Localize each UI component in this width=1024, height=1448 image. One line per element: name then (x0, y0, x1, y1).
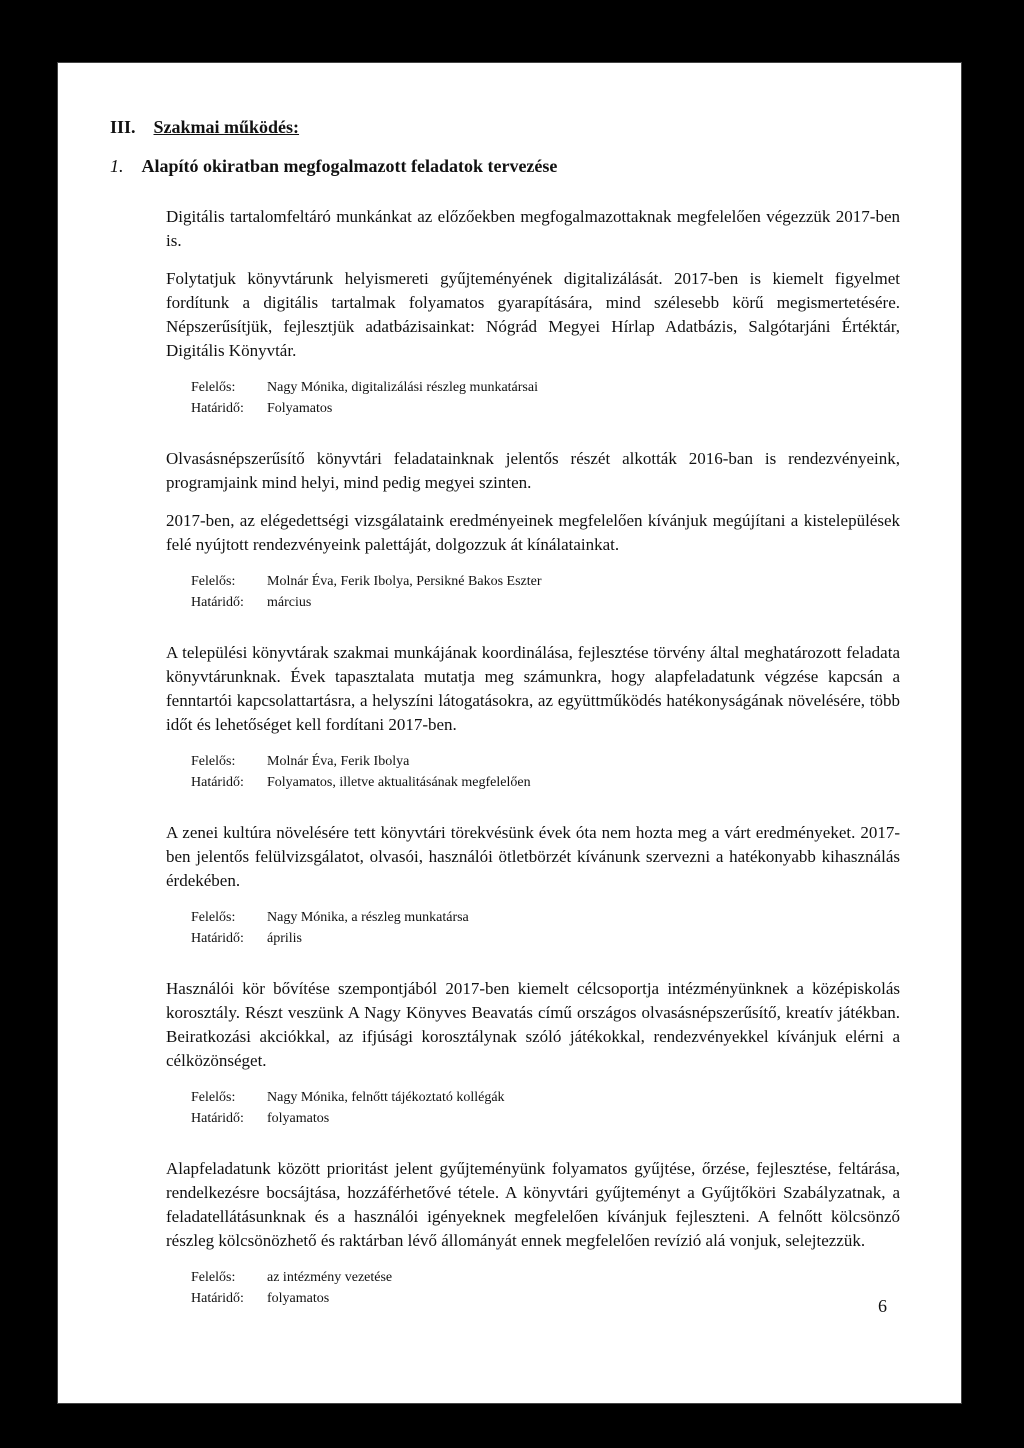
paragraph: Olvasásnépszerűsítő könyvtári feladatainknak jelentős részét alkották 2016-ban is rendezvényeink, programjaink mind helyi, mind pedig megyei szinten. (166, 449, 900, 492)
paragraph: Digitális tartalomfeltáró munkánkat az előzőekben megfogalmazottaknak megfelelően végezzük 2017-ben is. (166, 207, 900, 250)
felelos-label: Felelős: (191, 574, 236, 589)
felelos-value: az intézmény vezetése (267, 1270, 393, 1285)
felelos-value: Nagy Mónika, digitalizálási részleg munkatársai (267, 380, 538, 395)
page-number: 6 (878, 1296, 887, 1316)
paragraph: A zenei kultúra növelésére tett könyvtári törekvésünk évek óta nem hozta meg a várt eredményeket. 2017-ben jelentős felülvizsgálatot, olvasói, használói ötletbörzét kívánunk szervezni a hatékonyabb kihasználás érdekében. (166, 823, 900, 890)
task-block (110, 977, 900, 1129)
task-block (110, 821, 900, 949)
felelos-label: Felelős: (191, 1090, 236, 1105)
felelos-value: Molnár Éva, Ferik Ibolya, Persikné Bakos Eszter (267, 574, 542, 589)
task-block (110, 447, 900, 613)
subsection-number: 1. (110, 156, 124, 176)
hatarido-label: Határidő: (191, 595, 244, 610)
hatarido-label: Határidő: (191, 1291, 244, 1306)
felelos-label: Felelős: (191, 754, 236, 769)
task-block (110, 641, 900, 793)
responsibility-block (191, 751, 900, 793)
hatarido-value: folyamatos (267, 1291, 330, 1306)
felelos-value: Nagy Mónika, a részleg munkatársa (267, 910, 469, 925)
page-content (110, 117, 900, 1337)
paragraph: Folytatjuk könyvtárunk helyismereti gyűjteményének digitalizálását. 2017-ben is kiemelt figyelmet fordítunk a digitális tartalmak folyamatos gyarapítására, mind szélesebb körű megismertetésére. Népszerűsítjük, fejlesztjük adatbázisainkat: Nógrád Megyei Hírlap Adatbázis, Salgótarjáni Értéktár, Digitális Könyvtár. (166, 269, 900, 360)
responsibility-block (191, 907, 900, 949)
section-title: Szakmai működés: (153, 117, 300, 137)
felelos-label: Felelős: (191, 1270, 236, 1285)
subsection-heading (110, 156, 900, 177)
hatarido-label: Határidő: (191, 401, 244, 416)
section-heading (110, 117, 900, 138)
paragraph: A települési könyvtárak szakmai munkájának koordinálása, fejlesztése törvény által meghatározott feladata könyvtárunknak. Évek tapasztalata mutatja meg számunkra, hogy alapfeladatunk végzése kapcsán a fenntartói kapcsolattartásra, a helyszíni látogatásokra, az együttműködés hatékonyságának növelésére, több időt és lehetőséget kell fordítani 2017-ben. (166, 643, 900, 734)
hatarido-label: Határidő: (191, 931, 244, 946)
hatarido-value: Folyamatos (267, 401, 333, 416)
felelos-label: Felelős: (191, 380, 236, 395)
hatarido-label: Határidő: (191, 775, 244, 790)
responsibility-block (191, 377, 900, 419)
felelos-value: Molnár Éva, Ferik Ibolya (267, 754, 410, 769)
hatarido-label: Határidő: (191, 1111, 244, 1126)
task-block (110, 205, 900, 419)
paragraph: Használói kör bővítése szempontjából 2017-ben kiemelt célcsoportja intézményünknek a középiskolás korosztály. Részt veszünk A Nagy Könyves Beavatás című országos olvasásnépszerűsítő, kreatív játékban. Beiratkozási akciókkal, az ifjúsági korosztálynak szóló játékokkal, rendezvényekkel kívánjuk elérni a célközönséget. (166, 979, 900, 1070)
hatarido-value: Folyamatos, illetve aktualitásának megfelelően (267, 775, 531, 790)
task-block (110, 1157, 900, 1309)
paragraph: 2017-ben, az elégedettségi vizsgálataink eredményeinek megfelelően kívánjuk megújítani a kistelepülések felé nyújtott rendezvényeink palettáját, dolgozzuk át kínálatainkat. (166, 511, 900, 554)
section-number: III. (110, 117, 136, 137)
felelos-value: Nagy Mónika, felnőtt tájékoztató kollégák (267, 1090, 505, 1105)
responsibility-block (191, 1267, 900, 1309)
responsibility-block (191, 571, 900, 613)
document-page (57, 62, 962, 1404)
hatarido-value: március (267, 595, 312, 610)
responsibility-block (191, 1087, 900, 1129)
paragraph: Alapfeladatunk között prioritást jelent gyűjteményünk folyamatos gyűjtése, őrzése, fejlesztése, feltárása, rendelkezésre bocsájtása, hozzáférhetővé tétele. A könyvtári gyűjteményt a Gyűjtőköri Szabályzatnak, a feladatellátásunknak és a használói igényeknek megfelelően kívánjuk fejleszteni. A felnőtt kölcsönző részleg kölcsönözhető és raktárban lévő állományát ennek megfelelően revízió alá vonjuk, selejtezzük. (166, 1159, 900, 1250)
hatarido-value: április (267, 931, 302, 946)
subsection-title: Alapító okiratban megfogalmazott feladatok tervezése (141, 156, 558, 176)
felelos-label: Felelős: (191, 910, 236, 925)
hatarido-value: folyamatos (267, 1111, 330, 1126)
